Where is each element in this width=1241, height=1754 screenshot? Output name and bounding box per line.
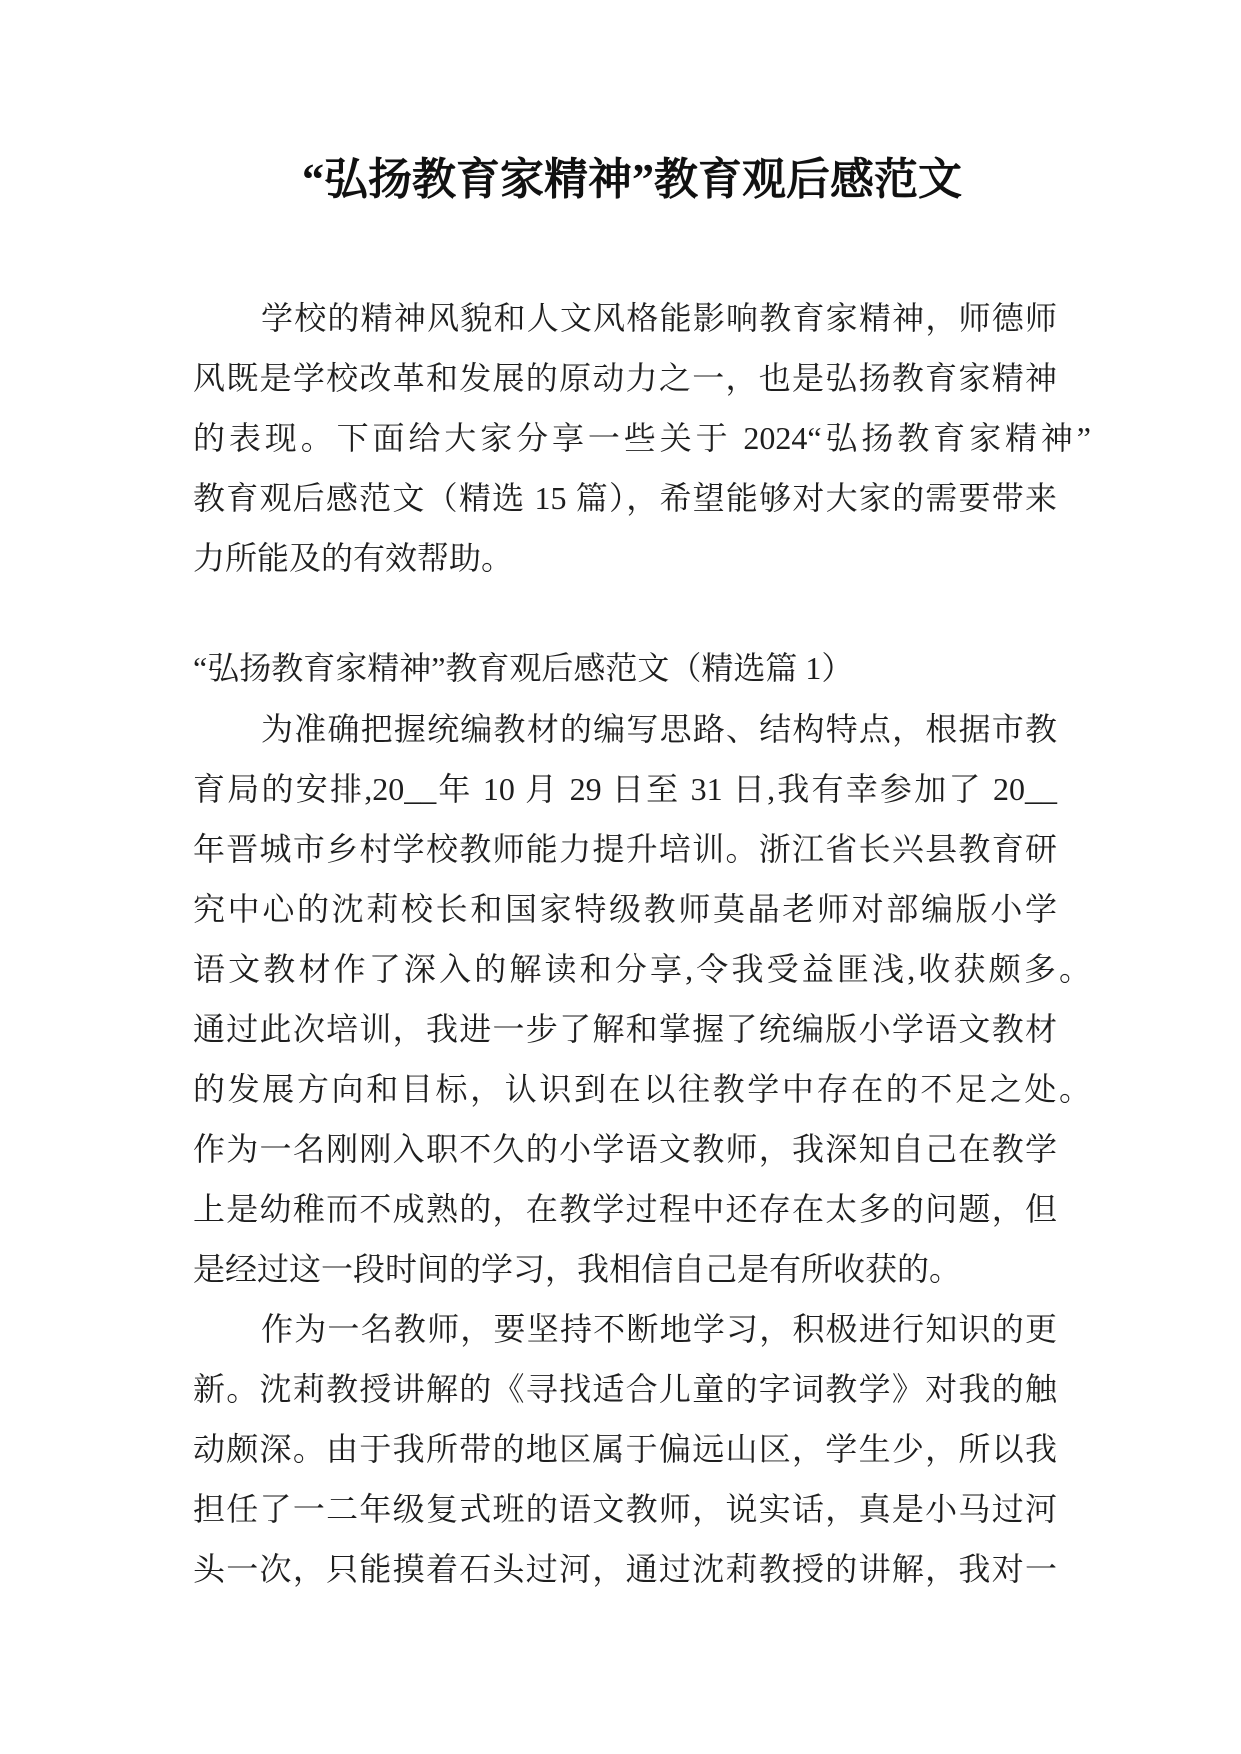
paragraph-line: 力所能及的有效帮助。 bbox=[193, 540, 514, 576]
paragraph-line: 年晋城市乡村学校教师能力提升培训。浙江省长兴县教育研 bbox=[193, 831, 1057, 867]
paragraph-line: 的发展方向和目标，认识到在以往教学中存在的不足之处。 bbox=[193, 1071, 1091, 1107]
paragraph-line: 究中心的沈莉校长和国家特级教师莫晶老师对部编版小学 bbox=[193, 891, 1057, 927]
paragraph-line: 教育观后感范文（精选 15 篇），希望能够对大家的需要带来 bbox=[193, 480, 1057, 516]
paragraph-line: 通过此次培训，我进一步了解和掌握了统编版小学语文教材 bbox=[193, 1011, 1057, 1047]
section-body bbox=[193, 699, 1091, 1599]
document-title: “弘扬教育家精神”教育观后感范文 bbox=[302, 155, 962, 204]
section-paragraph bbox=[193, 1299, 1091, 1599]
paragraph-line: 是经过这一段时间的学习，我相信自己是有所收获的。 bbox=[193, 1251, 962, 1287]
paragraph-line: 为准确把握统编教材的编写思路、结构特点，根据市教 bbox=[261, 711, 1057, 747]
section-heading: “弘扬教育家精神”教育观后感范文（精选篇 1） bbox=[193, 650, 854, 686]
paragraph-line: 的表现。下面给大家分享一些关于 2024“弘扬教育家精神” bbox=[193, 420, 1091, 456]
paragraph-line: 动颇深。由于我所带的地区属于偏远山区，学生少，所以我 bbox=[193, 1431, 1057, 1467]
paragraph-line: 风既是学校改革和发展的原动力之一，也是弘扬教育家精神 bbox=[193, 360, 1057, 396]
intro-paragraph bbox=[193, 288, 1091, 588]
paragraph-line: 作为一名教师，要坚持不断地学习，积极进行知识的更 bbox=[261, 1311, 1057, 1347]
paragraph-line: 育局的安排,20__年 10 月 29 日至 31 日,我有幸参加了 20__ bbox=[193, 771, 1057, 807]
paragraph-line: 新。沈莉教授讲解的《寻找适合儿童的字词教学》对我的触 bbox=[193, 1371, 1057, 1407]
paragraph-line: 语文教材作了深入的解读和分享,令我受益匪浅,收获颇多。 bbox=[193, 951, 1091, 987]
paragraph-line: 担任了一二年级复式班的语文教师，说实话，真是小马过河 bbox=[193, 1491, 1057, 1527]
paragraph-line: 头一次，只能摸着石头过河，通过沈莉教授的讲解，我对一 bbox=[193, 1551, 1057, 1587]
section-paragraph bbox=[193, 699, 1091, 1299]
paragraph-line: 上是幼稚而不成熟的，在教学过程中还存在太多的问题，但 bbox=[193, 1191, 1057, 1227]
paragraph-line: 作为一名刚刚入职不久的小学语文教师，我深知自己在教学 bbox=[193, 1131, 1057, 1167]
paragraph-line: 学校的精神风貌和人文风格能影响教育家精神，师德师 bbox=[261, 300, 1057, 336]
